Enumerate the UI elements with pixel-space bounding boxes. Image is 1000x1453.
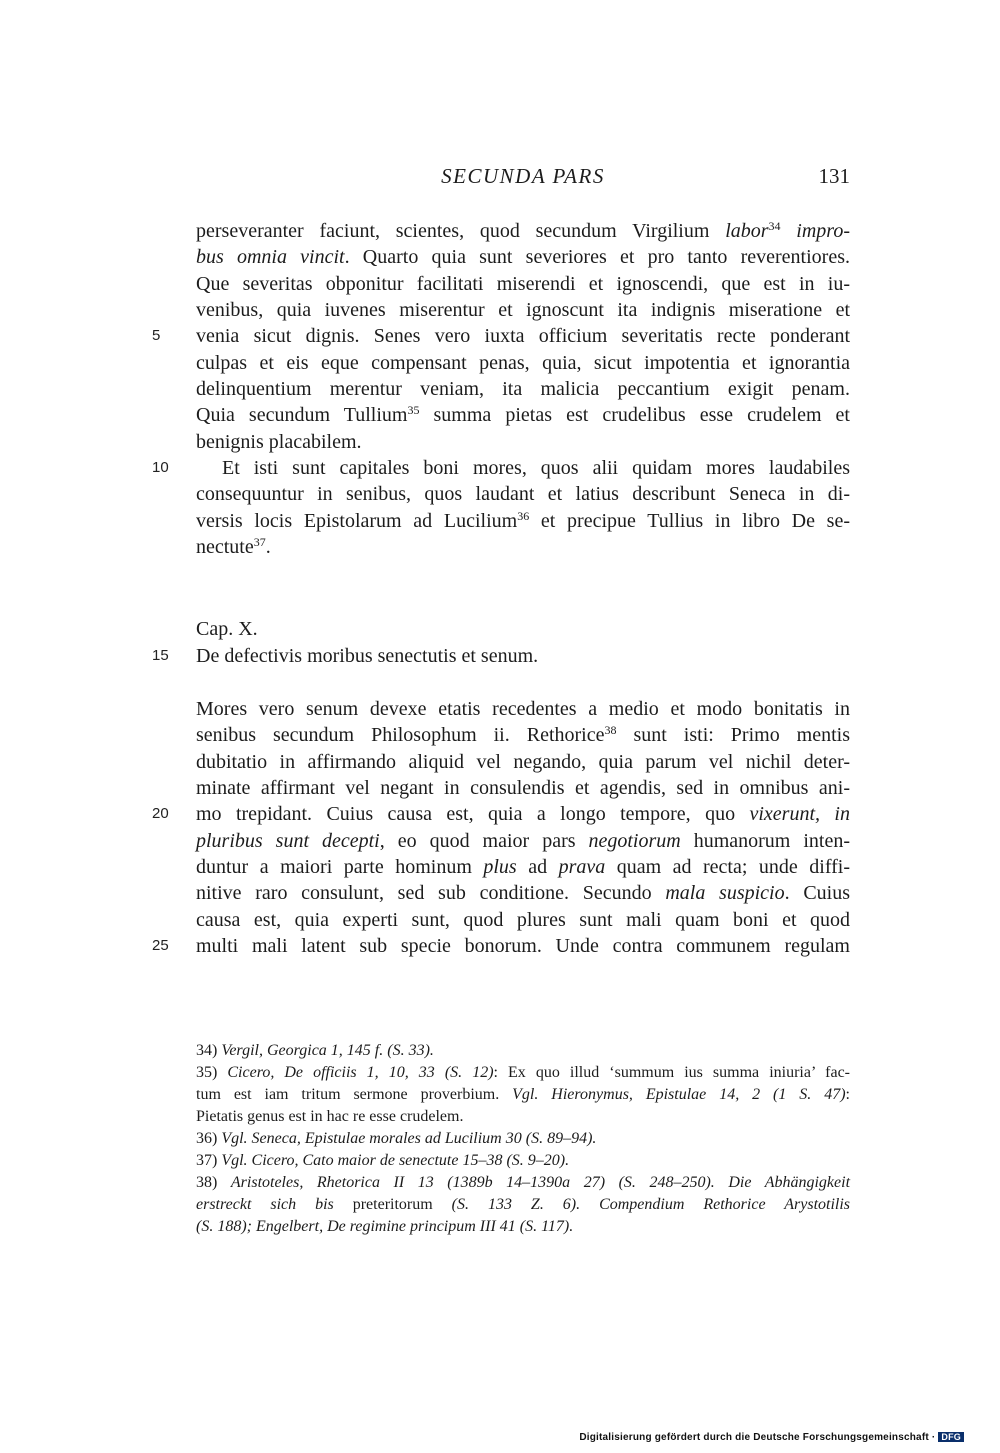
text-line: dubitatio in affirmando aliquid vel negando, quia parum vel nichil deter-: [196, 751, 850, 773]
text-line: delinquentium merentur veniam, ita malicia peccantium exigit penam.: [196, 378, 850, 400]
chapter-number: Cap. X.: [196, 618, 258, 640]
text-line: senibus secundum Philosophum ii. Rethorice$^{38}$ sunt isti: Primo mentis: [196, 723, 851, 746]
text-line: venibus, quia iuvenes miserentur et ignoscunt ita indignis miseratione et: [196, 299, 850, 321]
text-line: nitive raro consulunt, sed sub conditione. Secundo mala suspicio. Cuius: [196, 882, 850, 904]
digitization-credit: [579, 1432, 964, 1443]
text-line: Quia secundum Tullium$^{35}$ summa pietas est crudelibus esse crudelem et: [196, 403, 850, 426]
footnote-line: 38) Aristoteles, Rhetorica II 13 (1389b 14–1390a 27) (S. 248–250). Die Abhängigkeit: [196, 1174, 851, 1191]
running-header: [196, 164, 850, 194]
dfg-logo: DFG: [938, 1432, 964, 1442]
footnote-line: erstreckt sich bis preteritorum (S. 133 Z. 6). Compendium Rethorice Arystotilis: [196, 1196, 851, 1213]
text-line: multi mali latent sub specie bonorum. Unde contra communem regulam: [196, 935, 850, 957]
line-number: 20: [152, 805, 169, 822]
text-line: causa est, quia experti sunt, quod plures sunt mali quam boni et quod: [196, 909, 850, 931]
line-number: 5: [152, 327, 161, 344]
text-line: consequuntur in senibus, quos laudant et latius describunt Seneca in di-: [196, 483, 850, 505]
line-number: 25: [152, 937, 169, 954]
text-line: Que severitas obponitur facilitati miserendi et ignoscendi, que est in iu-: [196, 273, 850, 295]
text-line: perseveranter faciunt, scientes, quod secundum Virgilium labor$^{34}$ impro-: [196, 219, 850, 242]
text-line: culpas et eis eque compensant penas, quia, sicut impotentia et ignorantia: [196, 352, 850, 374]
line-number: 15: [152, 647, 169, 664]
page-number: 131: [818, 164, 850, 188]
footnote-line: 37) Vgl. Cicero, Cato maior de senectute 15–38 (S. 9–20).: [196, 1152, 570, 1169]
running-title: SECUNDA PARS: [441, 164, 605, 188]
line-number: 10: [152, 459, 169, 476]
text-line: benignis placabilem.: [196, 431, 362, 453]
text-line: Et isti sunt capitales boni mores, quos alii quidam mores laudabiles: [222, 457, 850, 479]
text-line: duntur a maiori parte hominum plus ad prava quam ad recta; unde diffi-: [196, 856, 850, 878]
text-line: versis locis Epistolarum ad Lucilium$^{36}$ et precipue Tullius in libro De se-: [196, 509, 850, 532]
footnote-line: (S. 188); Engelbert, De regimine principum III 41 (S. 117).: [196, 1218, 574, 1235]
text-line: pluribus sunt decepti, eo quod maior pars negotiorum humanorum inten-: [196, 830, 850, 852]
text-line: venia sicut dignis. Senes vero iuxta officium severitatis recte ponderant: [196, 325, 850, 347]
text-line: nectute$^{37}$.: [196, 535, 271, 558]
chapter-title: De defectivis moribus senectutis et senum.: [196, 645, 539, 667]
text-line: Mores vero senum devexe etatis recedentes a medio et modo bonitatis in: [196, 698, 850, 720]
footnote-line: 34) Vergil, Georgica 1, 145 f. (S. 33).: [196, 1042, 434, 1059]
text-line: bus omnia vincit. Quarto quia sunt severiores et pro tanto reverentiores.: [196, 246, 850, 268]
footnote-line: 36) Vgl. Seneca, Epistulae morales ad Lucilium 30 (S. 89–94).: [196, 1130, 597, 1147]
footnote-line: Pietatis genus est in hac re esse crudelem.: [196, 1108, 464, 1125]
footnote-line: tum est iam tritum sermone proverbium. Vgl. Hieronymus, Epistulae 14, 2 (1 S. 47):: [196, 1086, 850, 1103]
credit-text: Digitalisierung gefördert durch die Deutsche Forschungsgemeinschaft ·: [579, 1432, 936, 1443]
text-line: mo trepidant. Cuius causa est, quia a longo tempore, quo vixerunt, in: [196, 803, 850, 825]
footnote-line: 35) Cicero, De officiis 1, 10, 33 (S. 12): Ex quo illud ‘summum ius summa iniuria’ fac-: [196, 1064, 850, 1081]
text-line: minate affirmant vel negant in consulendis et agendis, sed in omnibus ani-: [196, 777, 850, 799]
